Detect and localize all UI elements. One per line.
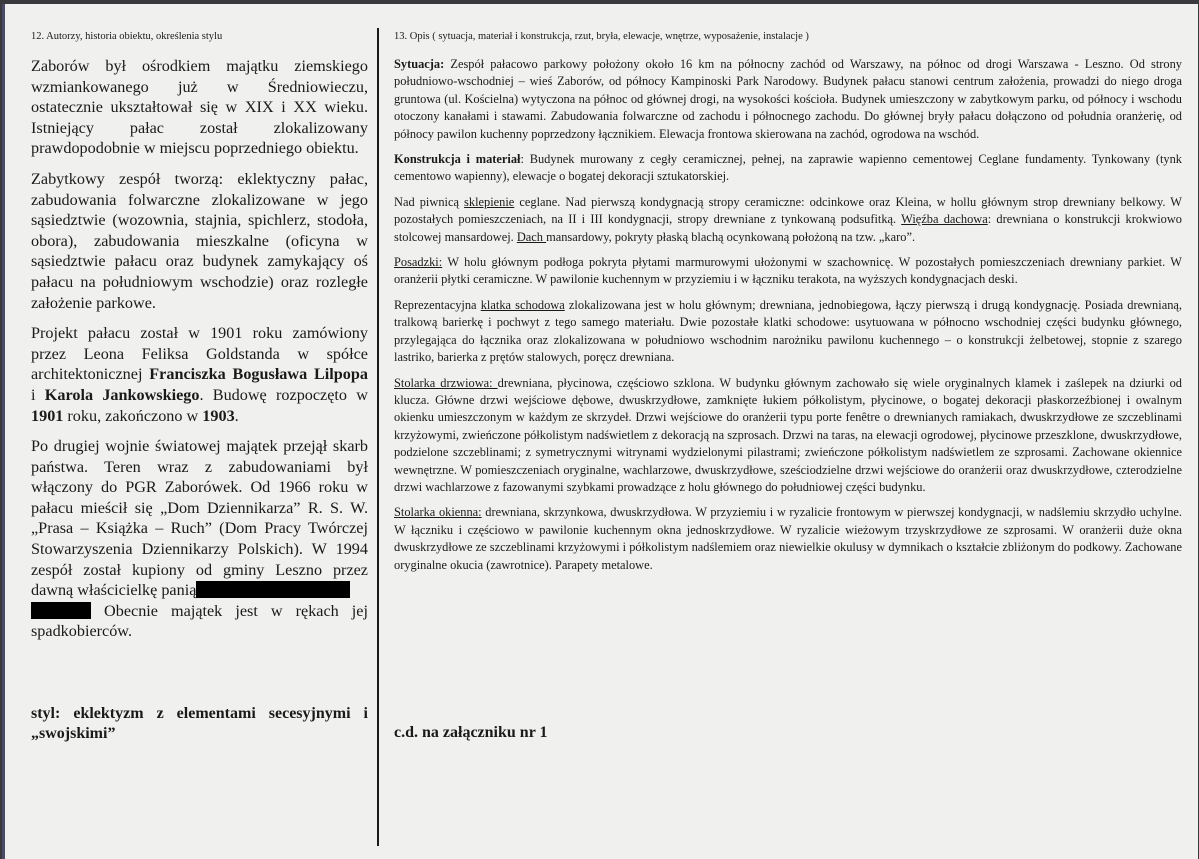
paragraph-sytuacja: Sytuacja: Zespół pałacowo parkowy położony około 16 km na północny zachód od Warszawy, na północ od drogi Warszawa - Leszno. Od strony południowo-wschodniej – wieś Zaborów, od północy Kampinoski Park Narodowy. Budynek pałacu stanowi centrum założenia, prowadzi do niego droga gruntowa (ul. Kościelna) wytyczona na północ od głównej drogi, na wysokości kościoła. Budynek umieszczony w zabytkowym parku, od północy i wschodu otoczony kanałami i stawami. Zabudowania folwarczne od zachodu i północnego zachodu. Do głównej bryły pałacu dołączono od południa oranżerię, od północy pawilon kuchenny poprzedzony łącznikiem. Elewacja frontowa skierowana na zachód, ogrodowa na wschód. [394,57,1182,141]
redacted-name-block [196,581,350,598]
paragraph-stolarka-okienna: Stolarka okienna: drewniana, skrzynkowa, dwuskrzydłowa. W przyziemiu i w ryzalicie frontowym w pierwszej kondygnacji, w nadślemiu skrzydło uchylne. W łączniku i częściowo w pawilonie kuchennym okna jednoskrzydłowe. W ryzalicie wieżowym trzyskrzydłowe ze szprosami. W oranżerii duże okna dwuskrzydłowe ze szczeblinami krzyżowymi i półkolistym nadślemiem oraz niewielkie okulusy w dymnikach o kształcie zbliżonym do podkowy. Zachowane oryginalne okucia (zawrotnice). Parapety metalowe. [394,505,1182,572]
architect-name-lilpop: Franciszka Bogusława Lilpopa [149,365,368,384]
construction-start-year: 1901 [31,406,64,425]
construction-end-year: 1903 [202,406,235,425]
redacted-name-block [31,602,91,619]
section-13-header: 13. Opis ( sytuacja, materiał i konstrukcja, rzut, bryła, elewacje, wnętrze, wyposażenie, instalacje ) [394,31,809,42]
scanned-document-page [2,4,1198,859]
section-13-description [394,31,1182,582]
history-paragraph-project: Projekt pałacu został w 1901 roku zamówiony przez Leona Feliksa Goldstanda w spółce architektonicznej Franciszka Bogusława Lilpopa i Karola Jankowskiego. Budowę rozpoczęto w 1901 roku, zakończono w 1903. [31,324,368,425]
paragraph-stropy-dach: Nad piwnicą sklepienie ceglane. Nad pierwszą kondygnacją stropy ceramiczne: odcinkowe oraz Kleina, w hollu głównym strop drewniany belkowy. W pozostałych pomieszczeniach, na II i III kondygnacji, stropy drewniane z tynkowaną podsufitką. Więźba dachowa: drewniana o konstrukcji krokwiowo stolcowej mansardowej. Dach mansardowy, pokryty płaską blachą ocynkowaną położoną na tzw. „karo”. [394,194,1182,244]
history-paragraph-origin: Zaborów był ośrodkiem majątku ziemskiego wzmiankowanego już w Średniowieczu, ostatecznie ukształtował się w XIX i XX wieku. Istniejący pałac został zlokalizowany prawdopodobnie w miejscu poprzedniego obiektu. [31,57,368,158]
section-12-authors-history-style [31,31,368,652]
style-summary: styl: eklektyzm z elementami secesyjnymi i „swojskimi” [31,705,368,742]
architect-name-jankowski: Karola Jankowskiego [44,385,200,404]
continuation-note: c.d. na załączniku nr 1 [394,724,548,741]
paragraph-klatka-schodowa: Reprezentacyjna klatka schodowa zlokalizowana jest w holu głównym; drewniana, jednobiegowa, łączy pierwszą i drugą kondygnację. Posiada drewnianą, tralkową barierkę i pochwyt z tego samego materiału. Dwie pozostałe klatki schodowe: usytuowana w północno wschodniej części budynku głównego, przylegająca do łącznika oraz zlokalizowana w południowo wschodnim narożniku pawilonu kuchennego – o konstrukcji żelbetowej, stopnie z szarego lastriko, barierka z prętów stalowych, poręcz drewniana. [394,297,1182,365]
paragraph-posadzki: Posadzki: W holu głównym podłoga pokryta płytami marmurowymi ułożonymi w szachownicę. W pozostałych pomieszczeniach drewniany parkiet. W oranżerii płytki ceramiczne. W pawilonie kuchennym w przyziemiu i w łączniku terakota, na wyższych kondygnacjach deski. [394,255,1182,287]
history-paragraph-postwar: Po drugiej wojnie światowej majątek przejął skarb państwa. Teren wraz z zabudowaniami był włączony do PGR Zaborówek. Od 1966 roku w pałacu mieścił się „Dom Dziennikarza” R. S. W. „Prasa – Książka – Ruch” (Dom Pracy Twórczej Stowarzyszenia Dziennikarzy Polskich). W 1994 zespół został kupiony od gminy Leszno przez dawną właścicielkę panią Obecnie majątek jest w rękach jej spadkobierców. [31,437,368,641]
section-12-header: 12. Autorzy, historia obiektu, określenia stylu [31,31,223,42]
paragraph-stolarka-drzwiowa: Stolarka drzwiowa: drewniana, płycinowa, częściowo szklona. W budynku głównym zachowało się wiele oryginalnych klamek i zaślepek na dziurki od klucza. Główne drzwi wejściowe dębowe, dwuskrzydłowe, zamknięte łukiem półkolistym, płycinowe, o bogatej dekoracji płaskorzeźbionej i owalnym okienku umieszczonym w każdym ze skrzydeł. Drzwi wejściowe do oranżerii typu porte fenêtre o drewnianych ramiakach, dwuskrzydłowe ze szczeblinami krzyżowymi, zwieńczone półkolistym nadświetlem z dekoracją na szprosach. Drzwi na taras, na elewacji ogrodowej, płycinowe przeszklone, dwuskrzydłowe, podzielone szczeblinami; z symetrycznymi witrynami wydzielonymi pilastrami; zwieńczone półkolistym nadświetlem ze szprosami. Zachowane okiennice wewnętrzne. W pomieszczeniach oryginalne, wachlarzowe, dwuskrzydłowe, sześciodzielne drzwi wejściowe do oranżerii oraz dwuskrzydłowe, czterodzielne drzwi wachlarzowe z fazowanymi szybkami prowadzące z holu głównego do południowej części budynku. [394,375,1182,494]
history-paragraph-complex: Zabytkowy zespół tworzą: eklektyczny pałac, zabudowania folwarczne zlokalizowane w jego sąsiedztwie (wozownia, stajnia, spichlerz, stodoła, obora), zabudowania mieszkalne (oficyna w sąsiedztwie pałacu oraz budynek zamykający oś pałacu na południowym wschodzie) oraz rozległe założenie parkowe. [31,169,368,312]
column-divider-line [377,28,379,846]
paragraph-konstrukcja: Konstrukcja i materiał: Budynek murowany z cegły ceramicznej, pełnej, na zaprawie wapienno cementowej Ceglane fundamenty. Tynkowany (tynk cementowo wapienny), elewacje o bogatej dekoracji sztukatorskiej. [394,152,1182,184]
